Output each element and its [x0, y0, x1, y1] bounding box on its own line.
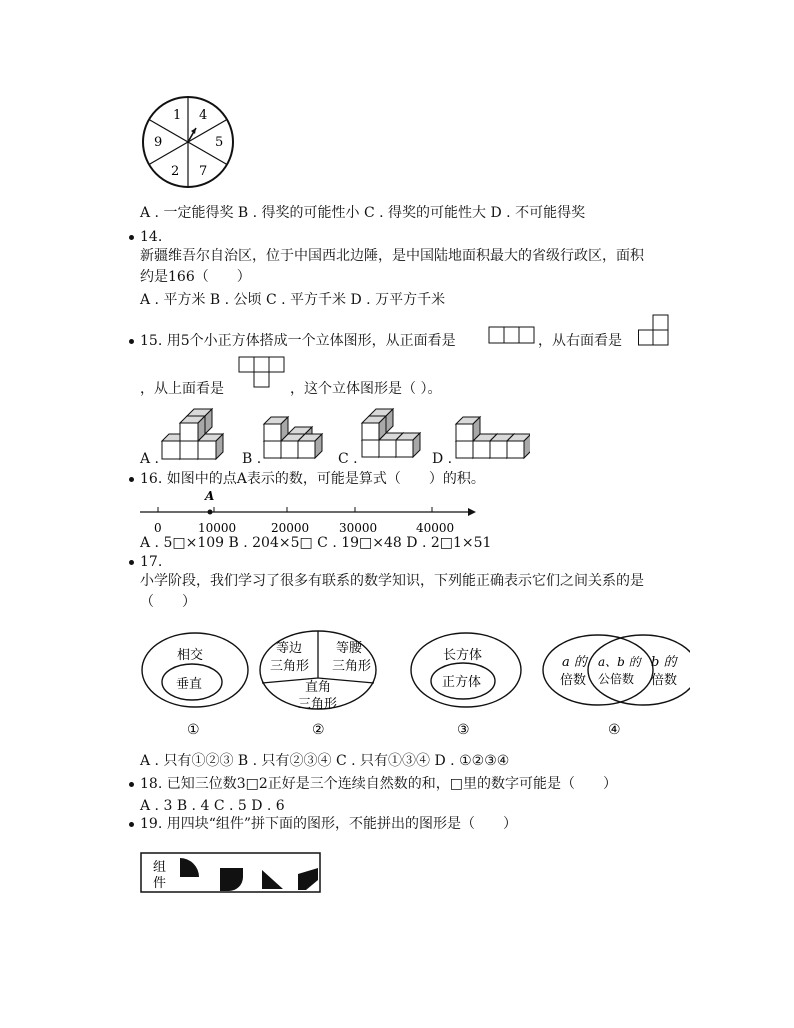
- q14-stem-line1: 新疆维吾尔自治区，位于中国西北边陲，是中国陆地面积最大的省级行政区，面积: [140, 248, 644, 264]
- set-diagrams: [140, 628, 690, 743]
- bullet: [129, 782, 134, 787]
- tick-label: 0: [154, 521, 162, 535]
- d1-number: ①: [187, 722, 200, 738]
- bullet: [129, 339, 134, 344]
- cube-face: [490, 441, 507, 458]
- q18-stem: 18. 已知三位数3□2正好是三个连续自然数的和，□里的数字可能是（ ）: [140, 776, 617, 792]
- q13-options: A . 一定能得奖 B . 得奖的可能性小 C . 得奖的可能性大 D . 不可能得奖: [140, 205, 586, 221]
- q17-number: 17.: [140, 554, 163, 570]
- d1-inner-label: 垂直: [176, 677, 203, 692]
- d2-label: 三角形: [270, 659, 310, 674]
- d4-label: a、b 的: [598, 655, 641, 669]
- bullet: [129, 560, 134, 565]
- d3-number: ③: [457, 722, 470, 738]
- cube-face: [162, 441, 180, 459]
- cube-face: [396, 440, 413, 457]
- q16-options: A . 5□×109 B . 204×5□ C . 19□×48 D . 2□1×51: [140, 535, 492, 551]
- q14-number: 14.: [140, 229, 163, 245]
- spinner-figure: [140, 94, 240, 194]
- spinner-label: 4: [199, 108, 208, 123]
- number-line: [138, 486, 478, 536]
- q15-stem-part1: 15. 用5个小正方体搭成一个立体图形，从正面看是: [140, 333, 456, 349]
- spinner-label: 5: [215, 135, 224, 150]
- d4-label: 倍数: [560, 673, 587, 688]
- d3-inner-label: 正方体: [442, 675, 482, 690]
- d2-label: 直角: [305, 680, 332, 695]
- q15-stem-part2: ，从右面看是: [538, 333, 622, 349]
- cube-face: [456, 441, 473, 458]
- bullet: [129, 477, 134, 482]
- q15-stem-part4: ，这个立体图形是（ ）。: [290, 381, 442, 397]
- bullet: [129, 822, 134, 827]
- d2-label: 三角形: [332, 659, 372, 674]
- cube-option-a: [160, 405, 240, 461]
- q15-option-c-label: C .: [338, 451, 358, 467]
- q19-stem: 19. 用四块“组件”拼下面的图形，不能拼出的图形是（ ）: [140, 816, 518, 832]
- cube-face: [180, 441, 198, 459]
- point-a-label: A: [205, 489, 215, 503]
- q15-option-a-label: A .: [140, 451, 160, 467]
- component-box: [140, 852, 322, 894]
- q14-stem-line2: 约是166（ ）: [140, 269, 251, 285]
- cube-face: [264, 441, 281, 458]
- q15-option-d-label: D .: [432, 451, 453, 467]
- q17-stem-line1: 小学阶段，我们学习了很多有联系的数学知识，下列能正确表示它们之间关系的是: [140, 573, 644, 589]
- cube-face: [456, 424, 473, 441]
- tick-label: 20000: [271, 521, 310, 535]
- cube-option-d: [454, 412, 530, 460]
- tick-label: 30000: [339, 521, 378, 535]
- cube-face: [281, 441, 298, 458]
- q15-stem-part3: ，从上面看是: [140, 381, 224, 397]
- q17-options: A . 只有①②③ B . 只有②③④ C . 只有①③④ D . ①②③④: [140, 753, 510, 769]
- bullet: [129, 235, 134, 240]
- cube-face: [198, 441, 216, 459]
- q16-stem: 16. 如图中的点A表示的数，可能是算式（ ）的积。: [140, 471, 485, 487]
- d2-label: 等边: [276, 641, 303, 656]
- d2-label: 三角形: [298, 697, 338, 712]
- cube-face: [362, 423, 379, 440]
- d4-number: ④: [608, 722, 621, 738]
- d4-label: 倍数: [651, 673, 678, 688]
- d4-label: 公倍数: [598, 672, 635, 686]
- cube-face: [264, 424, 281, 441]
- right-view-figure: [638, 314, 670, 346]
- top-view-figure: [238, 356, 286, 388]
- d2-label: 等腰: [336, 641, 363, 656]
- spinner-label: 2: [171, 164, 180, 179]
- d1-outer-label: 相交: [177, 648, 204, 663]
- cube-face: [362, 440, 379, 457]
- q14-options: A . 平方米 B . 公顷 C . 平方千米 D . 万平方千米: [140, 292, 446, 308]
- d4-label: b 的: [651, 655, 677, 670]
- cube-face: [507, 441, 524, 458]
- d4-label: a 的: [562, 655, 587, 670]
- d2-number: ②: [312, 722, 325, 738]
- cube-face: [180, 423, 198, 441]
- spinner-label: 9: [154, 135, 163, 150]
- component-box-label: 件: [153, 876, 167, 891]
- d3-outer-label: 长方体: [443, 648, 483, 663]
- spinner-label: 7: [199, 164, 208, 179]
- spinner-label: 1: [173, 108, 182, 123]
- cube-option-c: [360, 404, 436, 460]
- q15-option-b-label: B .: [242, 451, 262, 467]
- tick-label: 10000: [198, 521, 237, 535]
- cube-option-b: [262, 412, 332, 460]
- q18-options: A . 3 B . 4 C . 5 D . 6: [140, 798, 285, 814]
- cube-face: [379, 440, 396, 457]
- cube-face: [473, 441, 490, 458]
- component-box-label: 组: [153, 860, 167, 875]
- cube-face: [298, 441, 315, 458]
- q17-stem-line2: （ ）: [140, 594, 196, 610]
- tick-label: 40000: [416, 521, 455, 535]
- front-view-figure: [488, 326, 536, 345]
